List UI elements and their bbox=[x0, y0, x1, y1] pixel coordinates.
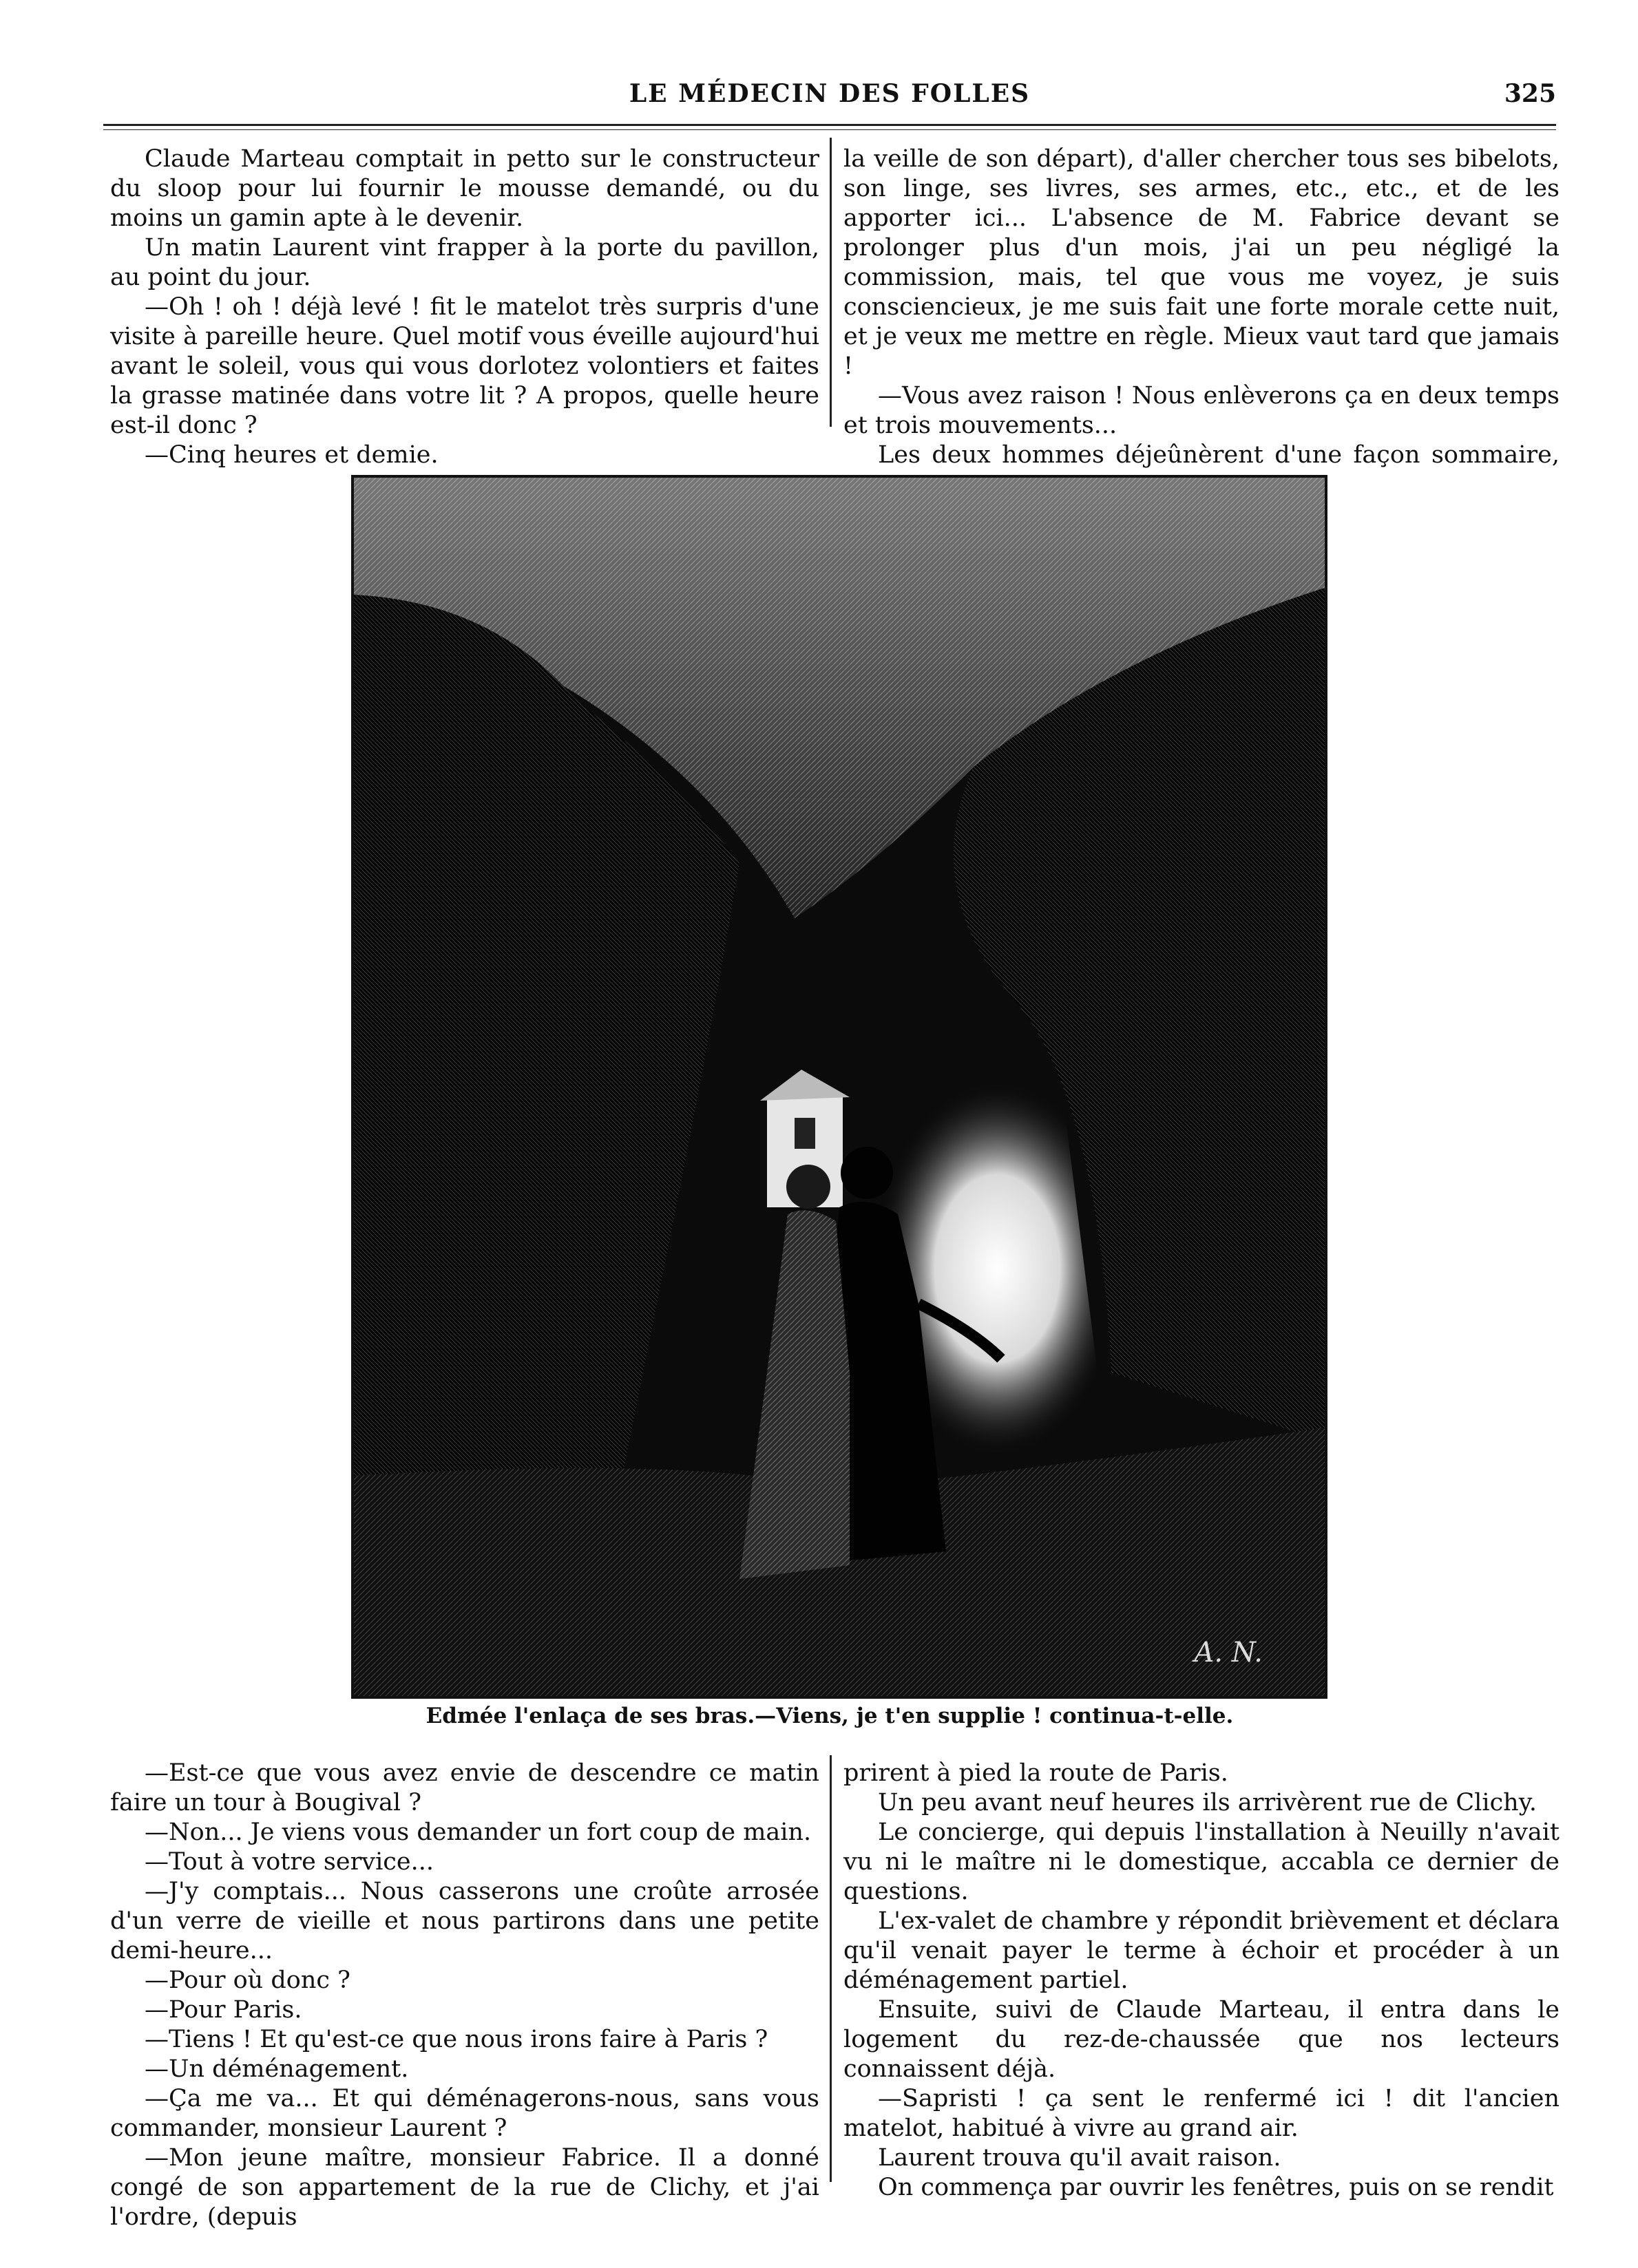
paragraph: —Cinq heures et demie. bbox=[145, 441, 439, 469]
paragraph: —Est-ce que vous avez envie de descendre ce matin faire un tour à Bougival ? bbox=[110, 1759, 819, 1816]
top-left-column bbox=[110, 145, 819, 470]
illustration-caption: Edmée l'enlaça de ses bras.—Viens, je t'en supplie ! continua-t-elle. bbox=[426, 1704, 1234, 1728]
artist-signature: A. N. bbox=[1194, 1637, 1263, 1668]
column-divider bbox=[830, 1755, 832, 2182]
top-right-column bbox=[843, 145, 1560, 500]
paragraph: On commença par ouvrir les fenêtres, puis on se rendit bbox=[878, 2174, 1554, 2201]
paragraph: Un matin Laurent vint frapper à la porte du pavillon, au point du jour. bbox=[110, 234, 819, 291]
bottom-right-column bbox=[843, 1759, 1560, 2203]
paragraph: prirent à pied la route de Paris. bbox=[843, 1759, 1228, 1787]
paragraph: Le concierge, qui depuis l'installation à Neuilly n'avait vu ni le maître ni le domestique, accabla ce dernier de questions. bbox=[843, 1819, 1560, 1905]
column-divider bbox=[830, 138, 832, 427]
header-rule bbox=[103, 124, 1556, 126]
paragraph: —Pour où donc ? bbox=[145, 1967, 350, 1994]
paragraph: —Tiens ! Et qu'est-ce que nous irons faire à Paris ? bbox=[145, 2026, 768, 2053]
paragraph: —Un déménagement. bbox=[145, 2055, 409, 2083]
paragraph: —Vous avez raison ! Nous enlèverons ça en deux temps et trois mouvements... bbox=[843, 382, 1560, 439]
running-title: LE MÉDECIN DES FOLLES bbox=[629, 79, 1031, 108]
paragraph: Claude Marteau comptait in petto sur le constructeur du sloop pour lui fournir le mousse demandé, ou du moins un gamin apte à le devenir. bbox=[110, 145, 819, 232]
paragraph: la veille de son départ), d'aller chercher tous ses bibelots, son linge, ses livres, ses armes, etc., etc., et de les apporter ici... L'absence de M. Fabrice devant se prolonger plus d'un mois, j'ai un peu négligé la commission, mais, tel que vous me voyez, je suis consciencieux, je me suis fait une forte morale cette nuit, et je veux me mettre en règle. Mieux vaut tard que jamais ! bbox=[843, 145, 1560, 380]
paragraph: —Ça me va... Et qui déménagerons-nous, sans vous commander, monsieur Laurent ? bbox=[110, 2085, 819, 2142]
running-header bbox=[103, 79, 1556, 120]
page-number: 325 bbox=[1504, 79, 1556, 108]
paragraph: Les deux hommes déjeûnèrent d'une façon sommaire, bbox=[878, 441, 1560, 469]
paragraph: —J'y comptais... Nous casserons une croûte arrosée d'un verre de vieille et nous partirons dans une petite demi-heure... bbox=[110, 1878, 819, 1964]
paragraph: Un peu avant neuf heures ils arrivèrent rue de Clichy. bbox=[878, 1789, 1537, 1816]
paragraph: —Oh ! oh ! déjà levé ! fit le matelot très surpris d'une visite à pareille heure. Quel motif vous éveille aujourd'hui avant le soleil, vous qui vous dorlotez volontiers et faites la grasse matinée dans votre lit ? A propos, quelle heure est-il donc ? bbox=[110, 293, 819, 439]
paragraph: Laurent trouva qu'il avait raison. bbox=[878, 2144, 1281, 2172]
paragraph: L'ex-valet de chambre y répondit brièvement et déclara qu'il venait payer le terme à échoir et procéder à un déménagement partiel. bbox=[843, 1907, 1560, 1994]
paragraph: —Mon jeune maître, monsieur Fabrice. Il a donné congé de son appartement de la rue de Clichy, et j'ai l'ordre, (depuis bbox=[110, 2144, 819, 2231]
engraving-illustration bbox=[351, 475, 1327, 1699]
night-lane-engraving bbox=[354, 478, 1325, 1696]
paragraph: —Tout à votre service... bbox=[145, 1848, 434, 1876]
paragraph: Ensuite, suivi de Claude Marteau, il entra dans le logement du rez-de-chaussée que nos lecteurs connaissent déjà. bbox=[843, 1996, 1560, 2083]
bottom-left-column bbox=[110, 1759, 819, 2232]
header-rule-thin bbox=[103, 129, 1556, 130]
paragraph: —Non... Je viens vous demander un fort coup de main. bbox=[145, 1819, 812, 1846]
paragraph: —Pour Paris. bbox=[145, 1996, 302, 2024]
paragraph: —Sapristi ! ça sent le renfermé ici ! dit l'ancien matelot, habitué à vivre au grand air. bbox=[843, 2085, 1560, 2142]
